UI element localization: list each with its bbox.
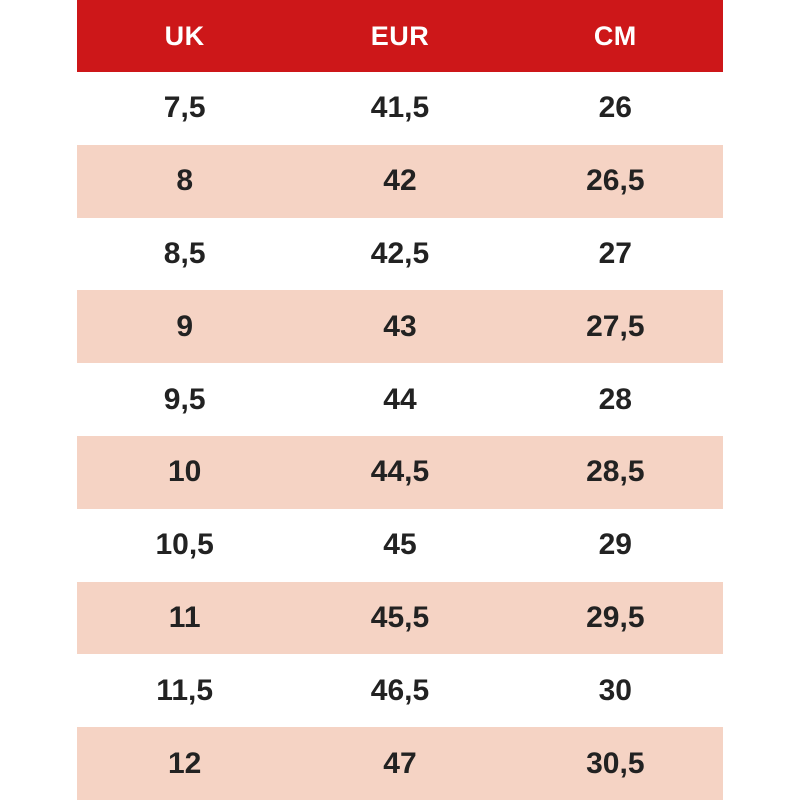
table-cell: 44,5 [370, 455, 430, 489]
table-cell: 11,5 [156, 673, 214, 707]
table-row [77, 582, 723, 655]
table-cell: 41,5 [370, 91, 430, 125]
table-cell: 8 [176, 164, 193, 198]
table-cell: 28 [598, 382, 632, 416]
table-cell: 11 [168, 600, 201, 634]
table-cell: 9 [176, 309, 193, 343]
table-row [77, 727, 723, 800]
table-row [77, 363, 723, 436]
table-cell: 43 [383, 309, 417, 343]
table-body [77, 72, 723, 800]
table-row [77, 509, 723, 582]
table-cell: 42,5 [370, 236, 430, 270]
table-cell: 12 [167, 746, 202, 780]
table-row [77, 218, 723, 291]
table-cell: 30,5 [586, 746, 645, 780]
table-cell: 9,5 [163, 382, 206, 416]
table-cell: 8,5 [163, 236, 206, 270]
table-cell: 30 [598, 673, 632, 707]
table-cell: 10 [167, 455, 202, 489]
table-cell: 45 [383, 528, 417, 562]
table-cell: 27 [598, 236, 632, 270]
table-cell: 29 [598, 528, 632, 562]
table-cell: 42 [383, 164, 417, 198]
table-row [77, 290, 723, 363]
table-cell: 10,5 [155, 528, 214, 562]
table-row [77, 436, 723, 509]
table-cell: 45,5 [370, 600, 430, 634]
table-cell: 7,5 [163, 91, 206, 125]
table-row [77, 145, 723, 218]
size-conversion-table [77, 0, 723, 800]
table-cell: 26 [598, 91, 632, 125]
table-cell: 28,5 [586, 455, 645, 489]
header-cell-eur: EUR [370, 20, 430, 51]
header-cell-uk: UK [164, 20, 205, 51]
table-cell: 27,5 [586, 309, 645, 343]
table-cell: 26,5 [586, 164, 645, 198]
table-cell: 46,5 [370, 673, 430, 707]
table-cell: 47 [383, 746, 417, 780]
header-cell-cm: CM [593, 20, 637, 51]
table-row [77, 72, 723, 145]
table-header-row [77, 0, 723, 72]
table-row [77, 654, 723, 727]
table-cell: 44 [383, 382, 417, 416]
table-cell: 29,5 [586, 600, 645, 634]
